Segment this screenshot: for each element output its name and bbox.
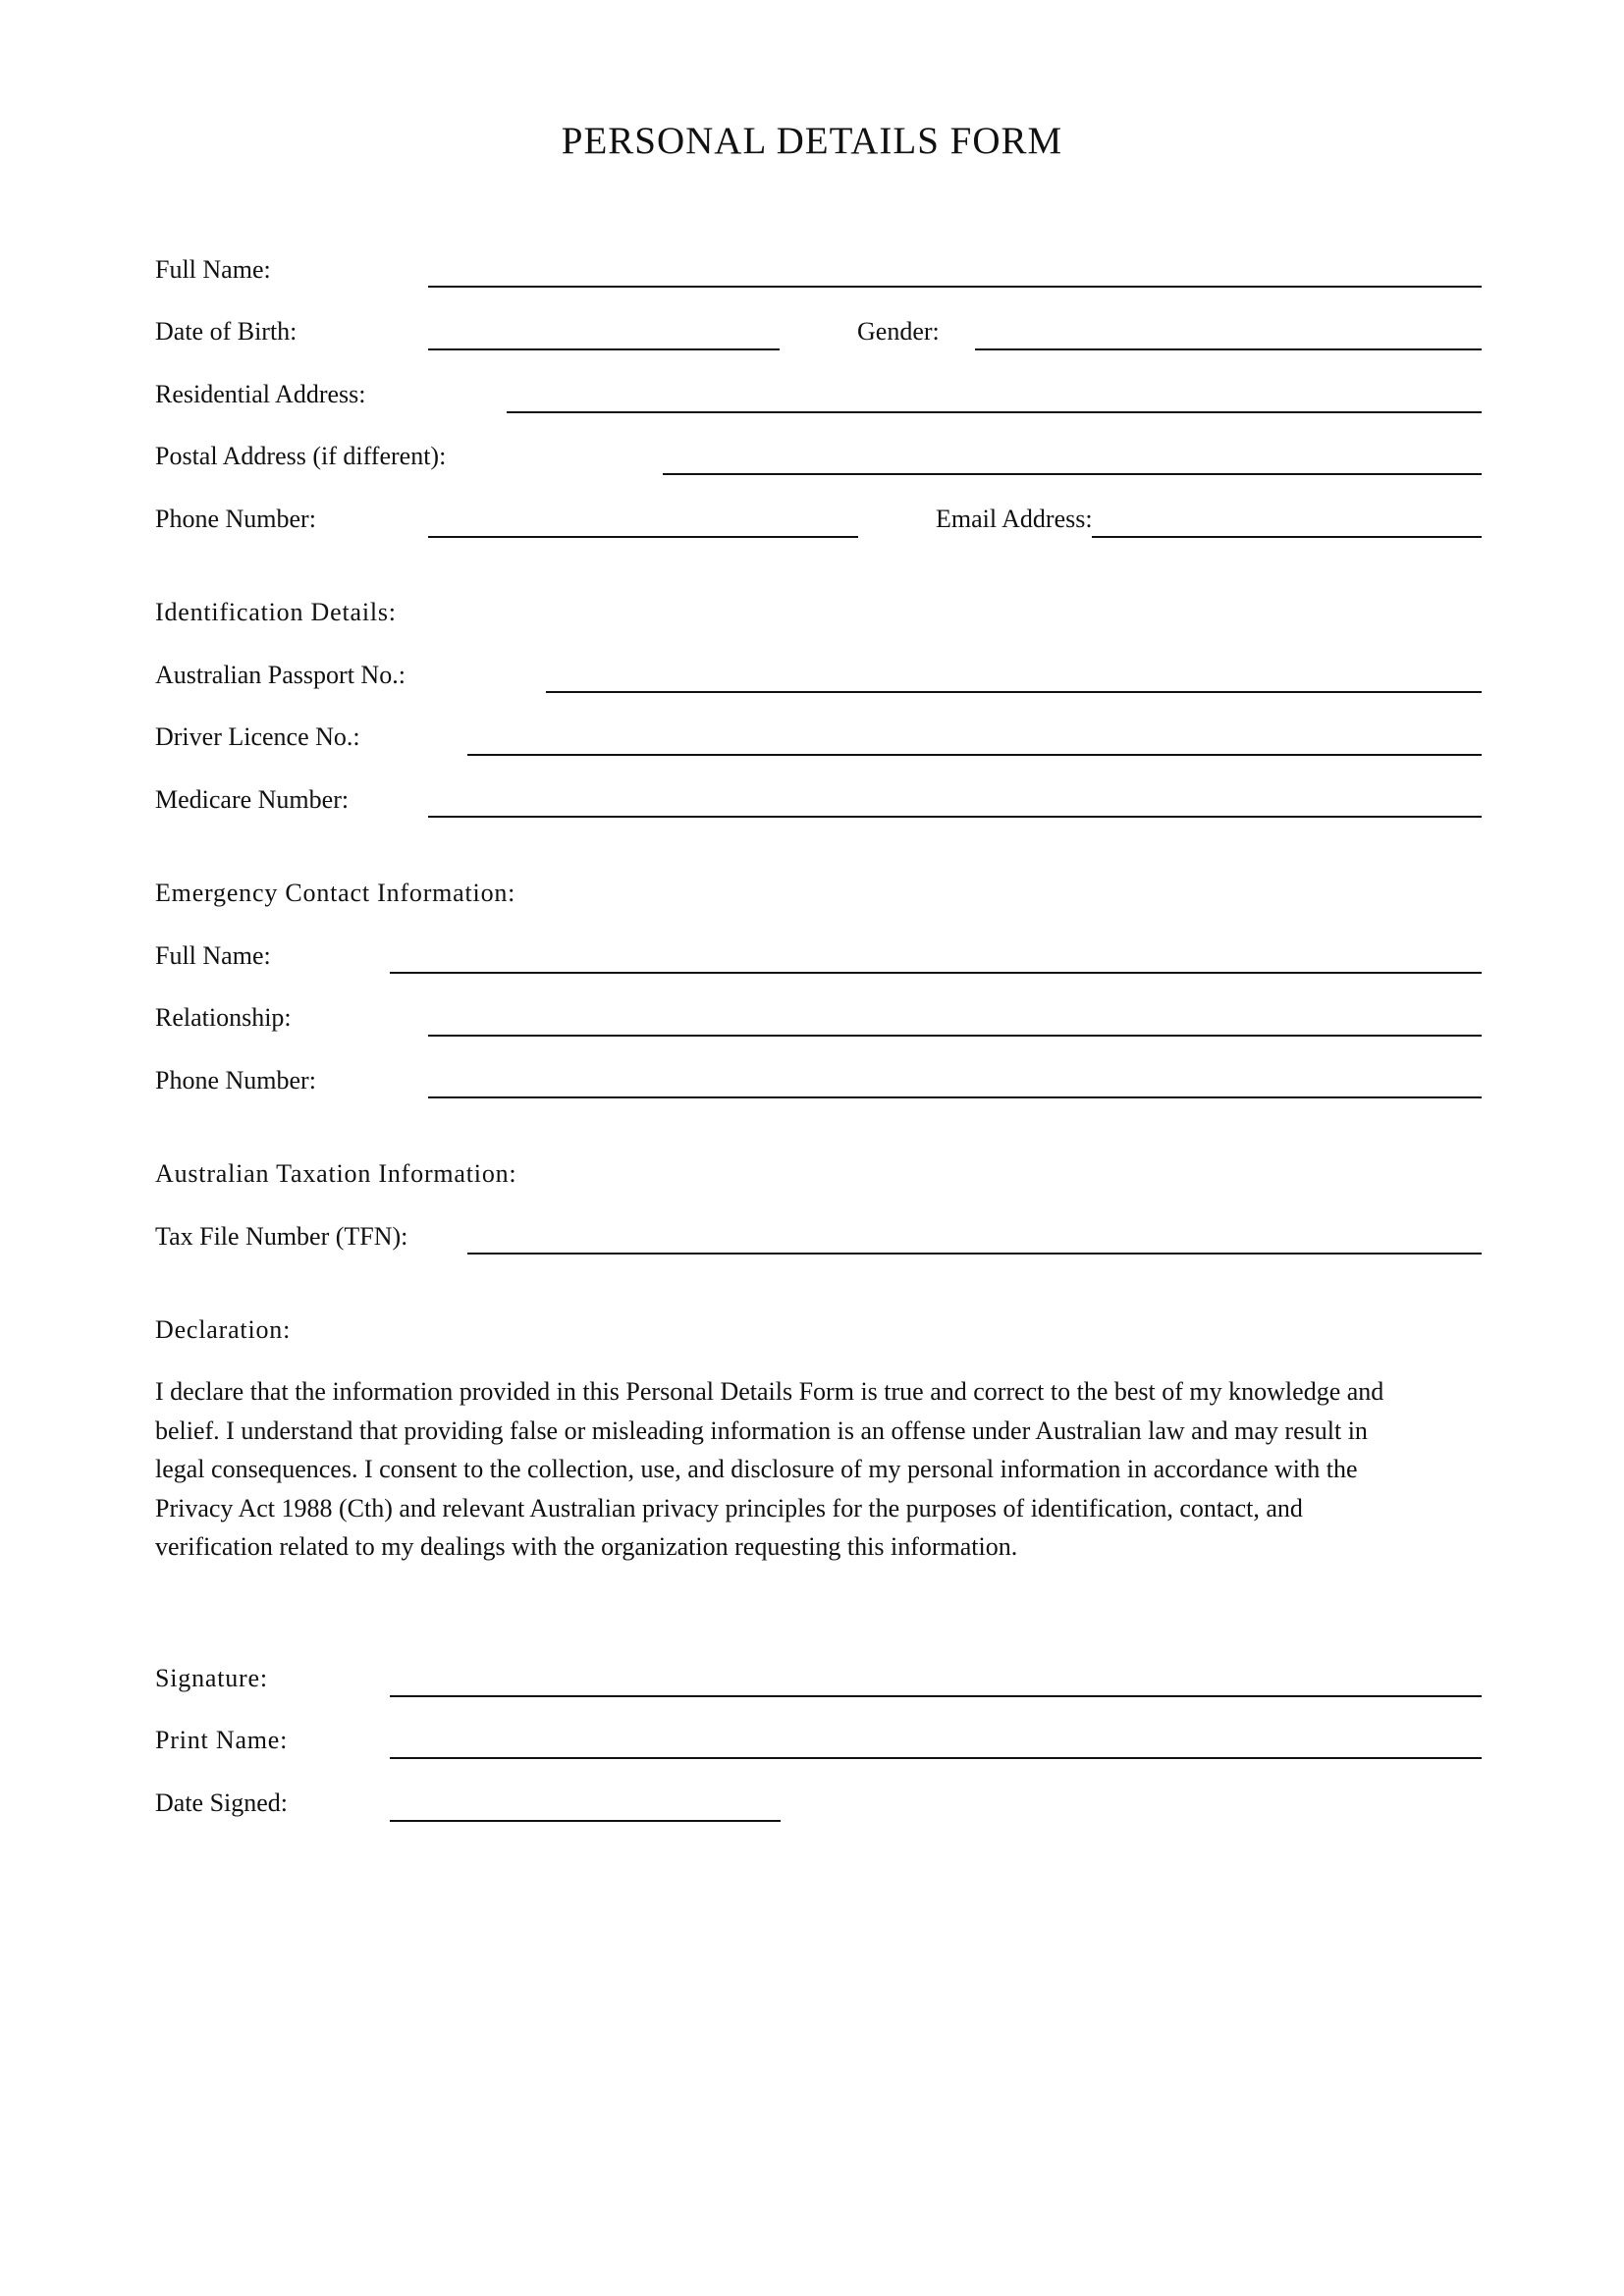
signature-label: Signature:: [155, 1664, 268, 1692]
passport-field[interactable]: [546, 691, 1482, 693]
date-signed-field[interactable]: [390, 1820, 781, 1822]
full-name-field[interactable]: [428, 286, 1482, 288]
medicare-label: Medicare Number:: [155, 785, 350, 814]
signature-field[interactable]: [390, 1695, 1482, 1697]
date-of-birth-label: Date of Birth:: [155, 317, 298, 346]
tfn-field[interactable]: [467, 1253, 1482, 1255]
postal-address-label: Postal Address (if different):: [155, 442, 447, 470]
postal-address-field[interactable]: [663, 473, 1482, 475]
print-name-field[interactable]: [390, 1757, 1482, 1759]
emergency-phone-field[interactable]: [428, 1096, 1482, 1098]
date-signed-label: Date Signed:: [155, 1789, 289, 1817]
declaration-line: belief. I understand that providing false or misleading information is an offense under Australian law and may result in: [155, 1415, 1368, 1445]
passport-label: Australian Passport No.:: [155, 661, 406, 689]
residential-address-label: Residential Address:: [155, 380, 366, 408]
full-name-label: Full Name:: [155, 255, 271, 284]
print-name-label: Print Name:: [155, 1726, 289, 1754]
emergency-phone-label: Phone Number:: [155, 1066, 316, 1095]
relationship-field[interactable]: [428, 1035, 1482, 1037]
date-of-birth-field[interactable]: [428, 348, 780, 350]
phone-number-label: Phone Number:: [155, 505, 316, 533]
declaration-line: legal consequences. I consent to the collection, use, and disclosure of my personal information in accordance with the: [155, 1455, 1358, 1483]
gender-label: Gender:: [857, 317, 940, 346]
emergency-full-name-field[interactable]: [390, 972, 1482, 974]
form-title: PERSONAL DETAILS FORM: [561, 120, 1063, 162]
emergency-full-name-label: Full Name:: [155, 941, 271, 970]
declaration-heading: Declaration:: [155, 1315, 292, 1344]
identification-heading: Identification Details:: [155, 598, 397, 626]
gender-field[interactable]: [975, 348, 1482, 350]
declaration-line: Privacy Act 1988 (Cth) and relevant Australian privacy principles for the purposes of identification, contact, and: [155, 1493, 1303, 1522]
emergency-heading: Emergency Contact Information:: [155, 879, 516, 907]
declaration-line: I declare that the information provided in this Personal Details Form is true and correct to the best of my knowledge and: [155, 1377, 1384, 1406]
declaration-line: verification related to my dealings with the organization requesting this information.: [155, 1532, 1018, 1561]
driver-licence-field[interactable]: [467, 754, 1482, 756]
declaration-text: [155, 1372, 1490, 1567]
email-address-field[interactable]: [1092, 536, 1482, 538]
medicare-field[interactable]: [428, 816, 1482, 818]
phone-number-field[interactable]: [428, 536, 858, 538]
driver-licence-label: Driver Licence No.:: [155, 722, 360, 751]
residential-address-field[interactable]: [507, 411, 1482, 413]
relationship-label: Relationship:: [155, 1003, 292, 1032]
email-address-label: Email Address:: [936, 505, 1093, 533]
tfn-label: Tax File Number (TFN):: [155, 1222, 408, 1251]
taxation-heading: Australian Taxation Information:: [155, 1159, 517, 1188]
